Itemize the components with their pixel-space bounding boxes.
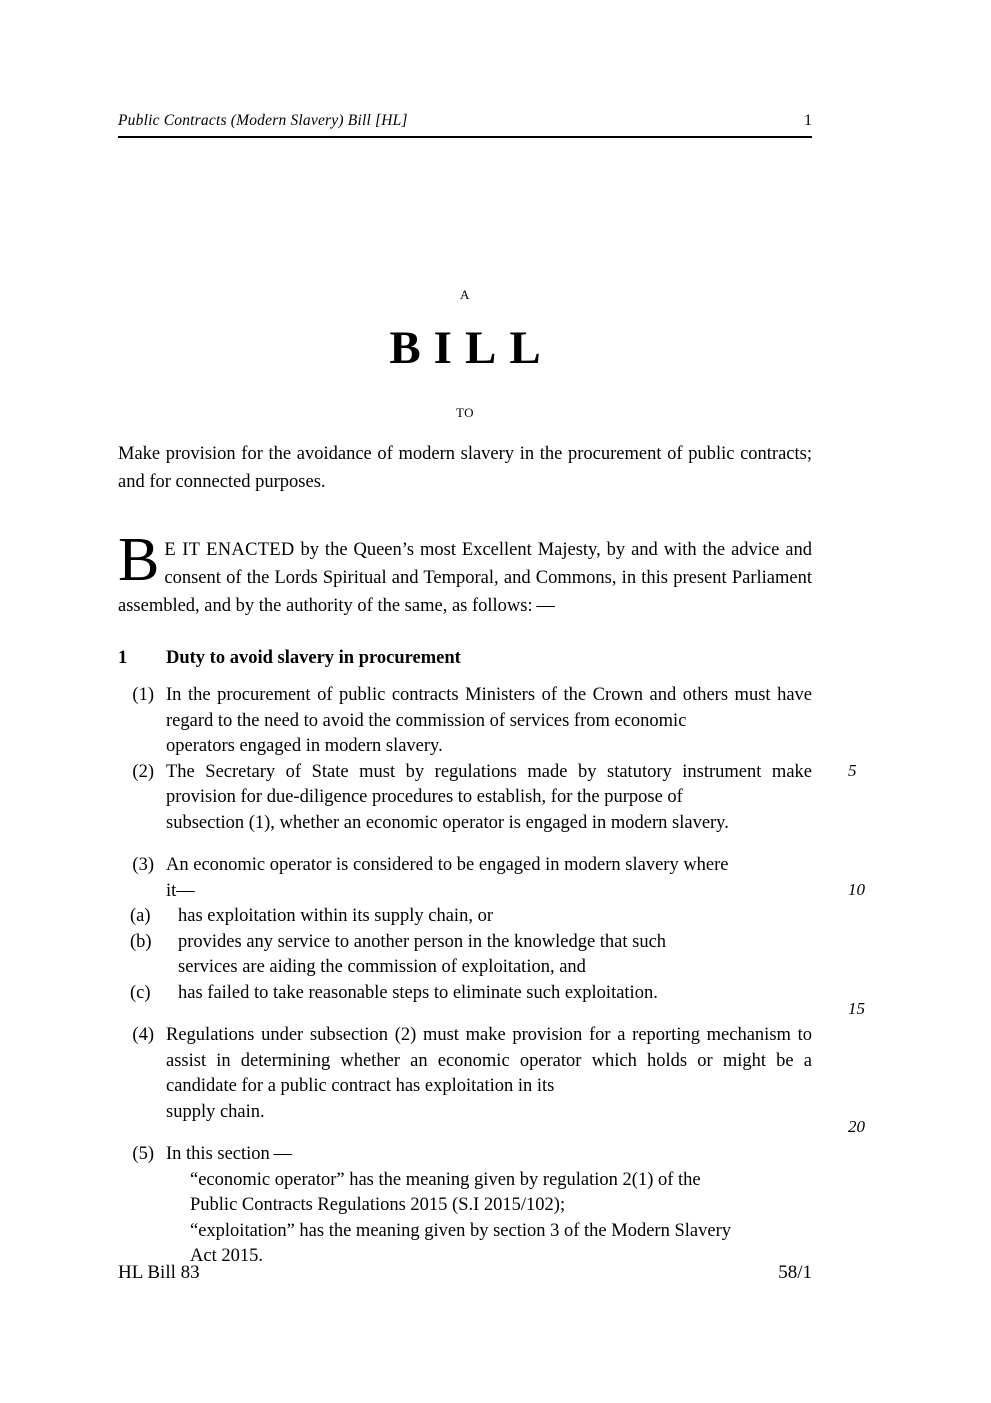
spacer xyxy=(118,836,812,853)
bill-body xyxy=(118,648,812,1270)
subsection-body xyxy=(166,1142,812,1168)
line-number-20: 20 xyxy=(848,1117,865,1136)
section-heading xyxy=(118,648,812,669)
subsection-text-last: In this section — xyxy=(166,1144,292,1164)
definition-text-last: Act 2015. xyxy=(190,1246,263,1266)
subsection-text: The Secretary of State must by regulations made by statutory instrument make provision for due-diligence procedures to establish, for the purpose of xyxy=(166,761,812,807)
subsection-1 xyxy=(118,683,812,760)
subsection-body xyxy=(166,1023,812,1125)
paragraph-text-last: has exploitation within its supply chain, or xyxy=(178,906,493,926)
paragraph-c xyxy=(118,981,812,1007)
subsection-5 xyxy=(118,1142,812,1168)
section-number: 1 xyxy=(118,648,128,668)
spacer xyxy=(118,1125,812,1142)
definition-text: “economic operator” has the meaning given by regulation 2(1) of the xyxy=(190,1169,701,1190)
definition-economic-operator xyxy=(190,1168,812,1219)
header-page-number: 1 xyxy=(804,112,812,129)
subsection-3 xyxy=(118,853,812,904)
enacting-formula xyxy=(118,526,812,620)
subsection-text-last: supply chain. xyxy=(166,1101,265,1122)
paragraph-number: (b) xyxy=(130,931,152,952)
title-article-a: A xyxy=(460,287,470,302)
subsection-number: (5) xyxy=(132,1144,154,1164)
subsection-text-last: operators engaged in modern slavery. xyxy=(166,736,443,756)
subsection-text-last: it— xyxy=(166,880,195,901)
subsection-2 xyxy=(118,760,812,837)
section-title: Duty to avoid slavery in procurement xyxy=(166,648,461,668)
enacting-smallcaps: E IT ENACTED xyxy=(164,540,295,560)
subsection-number: (4) xyxy=(132,1025,154,1045)
paragraph-body xyxy=(178,930,812,981)
title-to-word: TO xyxy=(455,405,475,420)
paragraph-list-3 xyxy=(118,904,812,1006)
paragraph-body xyxy=(178,981,812,1007)
footer-print-number: 58/1 xyxy=(778,1262,812,1283)
header-bill-title: Public Contracts (Modern Slavery) Bill [HL] xyxy=(118,112,408,129)
line-number-15: 15 xyxy=(848,999,865,1018)
header-divider-rule xyxy=(118,136,812,138)
subsection-text: In the procurement of public contracts Ministers of the Crown and others must have regard to the need to avoid the commission of services from economic xyxy=(166,685,812,731)
subsection-text-last: subsection (1), whether an economic operator is engaged in modern slavery. xyxy=(166,812,729,833)
enacting-rest: by the Queen’s most Excellent Majesty, by and with the advice and consent of the Lords Spiritual and Temporal, and Commons, in this present Parliament assembled, and by the authority of the same, as follows: — xyxy=(118,540,812,616)
enacting-dropcap: B xyxy=(118,526,160,594)
paragraph-body xyxy=(178,904,812,930)
paragraph-number: (c) xyxy=(130,982,151,1003)
subsection-text: Regulations under subsection (2) must make provision for a reporting mechanism to assist in determining whether an economic operator which holds or might be a candidate for a public contract has exploitation in its xyxy=(166,1025,812,1096)
spacer xyxy=(118,1006,812,1023)
subsection-number: (1) xyxy=(132,685,154,705)
paragraph-text-last: has failed to take reasonable steps to eliminate such exploitation. xyxy=(178,982,658,1003)
subsection-4 xyxy=(118,1023,812,1125)
running-header xyxy=(118,112,812,130)
subsection-text: An economic operator is considered to be engaged in modern slavery where xyxy=(166,855,729,875)
subsection-number: (3) xyxy=(132,855,154,875)
line-number-5: 5 xyxy=(848,761,857,780)
paragraph-a xyxy=(118,904,812,930)
long-title-paragraph: Make provision for the avoidance of modern slavery in the procurement of public contracts; and for connected purposes. xyxy=(118,444,812,492)
definition-text-last: Public Contracts Regulations 2015 (S.I 2015/102); xyxy=(190,1195,566,1215)
marginal-line-numbers xyxy=(848,0,908,1403)
definition-text: “exploitation” has the meaning given by section 3 of the Modern Slavery xyxy=(190,1220,731,1241)
footer-bill-reference: HL Bill 83 xyxy=(118,1262,200,1283)
paragraph-text-last: services are aiding the commission of exploitation, and xyxy=(178,957,586,977)
title-block xyxy=(118,288,812,419)
paragraph-b xyxy=(118,930,812,981)
subsection-number: (2) xyxy=(132,761,154,782)
page-footer xyxy=(118,1262,812,1284)
title-bill-word: BILL xyxy=(389,322,554,374)
subsection-body xyxy=(166,853,812,904)
line-number-10: 10 xyxy=(848,880,865,899)
subsection-body xyxy=(166,683,812,760)
subsection-body xyxy=(166,760,812,837)
paragraph-text: provides any service to another person in the knowledge that such xyxy=(178,931,667,952)
paragraph-number: (a) xyxy=(130,906,151,926)
